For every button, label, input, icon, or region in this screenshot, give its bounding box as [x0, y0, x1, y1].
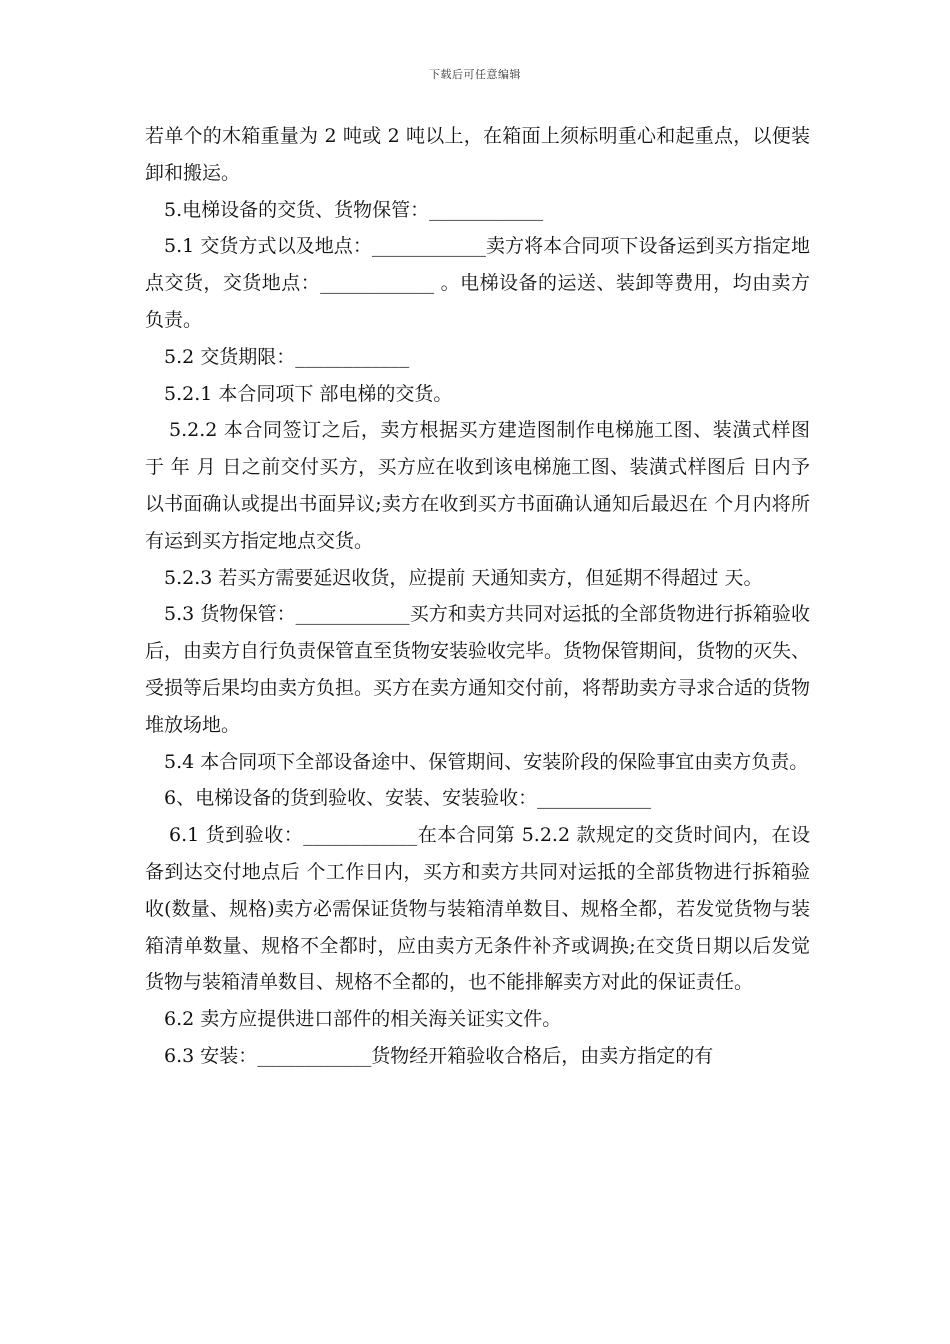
paragraph-section-6-3: 6.3 安装：____________货物经开箱验收合格后，由卖方指定的有	[164, 1044, 714, 1067]
paragraph-section-6-1: 6.1 货到验收：____________在本合同第 5.2.2 款规定的交货时间内，在设备到达交付地点后 个工作日内，买方和卖方共同对运抵的全部货物进行拆箱验收(数量、规格)卖方必需保证货物与装箱清单数目、规格全都，若发觉货物与装箱清单数量、规格不全都时，应由卖方无条件补齐或调换;在交货日期以后发觉货物与装箱清单数目、规格不全都的，也不能排解卖方对此的保证责任。	[145, 824, 810, 994]
paragraph-section-5-heading: 5.电梯设备的交货、货物保管：____________	[164, 198, 544, 221]
paragraph-section-6-heading: 6、电梯设备的货到验收、安装、安装验收：____________	[164, 787, 652, 810]
paragraph-section-5-1: 5.1 交货方式以及地点：____________卖方将本合同项下设备运到买方指定地点交货，交货地点：____________ 。电梯设备的运送、装卸等费用，均由卖方负责。	[145, 235, 810, 331]
paragraph-crate-marking: 若单个的木箱重量为 2 吨或 2 吨以上，在箱面上须标明重心和起重点，以便装卸和搬运。	[145, 125, 810, 184]
paragraph-section-5-2-2: 5.2.2 本合同签订之后，卖方根据买方建造图制作电梯施工图、装潢式样图于 年 月 日之前交付买方，买方应在收到该电梯施工图、装潢式样图后 日内予以书面确认或提出书面异议;卖方在收到买方书面确认通知后最迟在 个月内将所有运到买方指定地点交货。	[145, 419, 810, 552]
document-body	[145, 118, 810, 1075]
page-header: 下载后可任意编辑	[429, 68, 521, 81]
paragraph-section-5-3: 5.3 货物保管：____________买方和卖方共同对运抵的全部货物进行拆箱验收后，由卖方自行负责保管直至货物安装验收完毕。货物保管期间，货物的灭失、受损等后果均由卖方负担。买方在卖方通知交付前，将帮助卖方寻求合适的货物堆放场地。	[145, 603, 811, 736]
paragraph-section-5-2: 5.2 交货期限：____________	[164, 345, 410, 368]
paragraph-section-5-2-3: 5.2.3 若买方需要延迟收货，应提前 天通知卖方，但延期不得超过 天。	[164, 566, 763, 589]
paragraph-section-5-4: 5.4 本合同项下全部设备途中、保管期间、安装阶段的保险事宜由卖方负责。	[164, 750, 809, 773]
paragraph-section-6-2: 6.2 卖方应提供进口部件的相关海关证实文件。	[164, 1008, 562, 1031]
paragraph-section-5-2-1: 5.2.1 本合同项下 部电梯的交货。	[164, 382, 453, 405]
